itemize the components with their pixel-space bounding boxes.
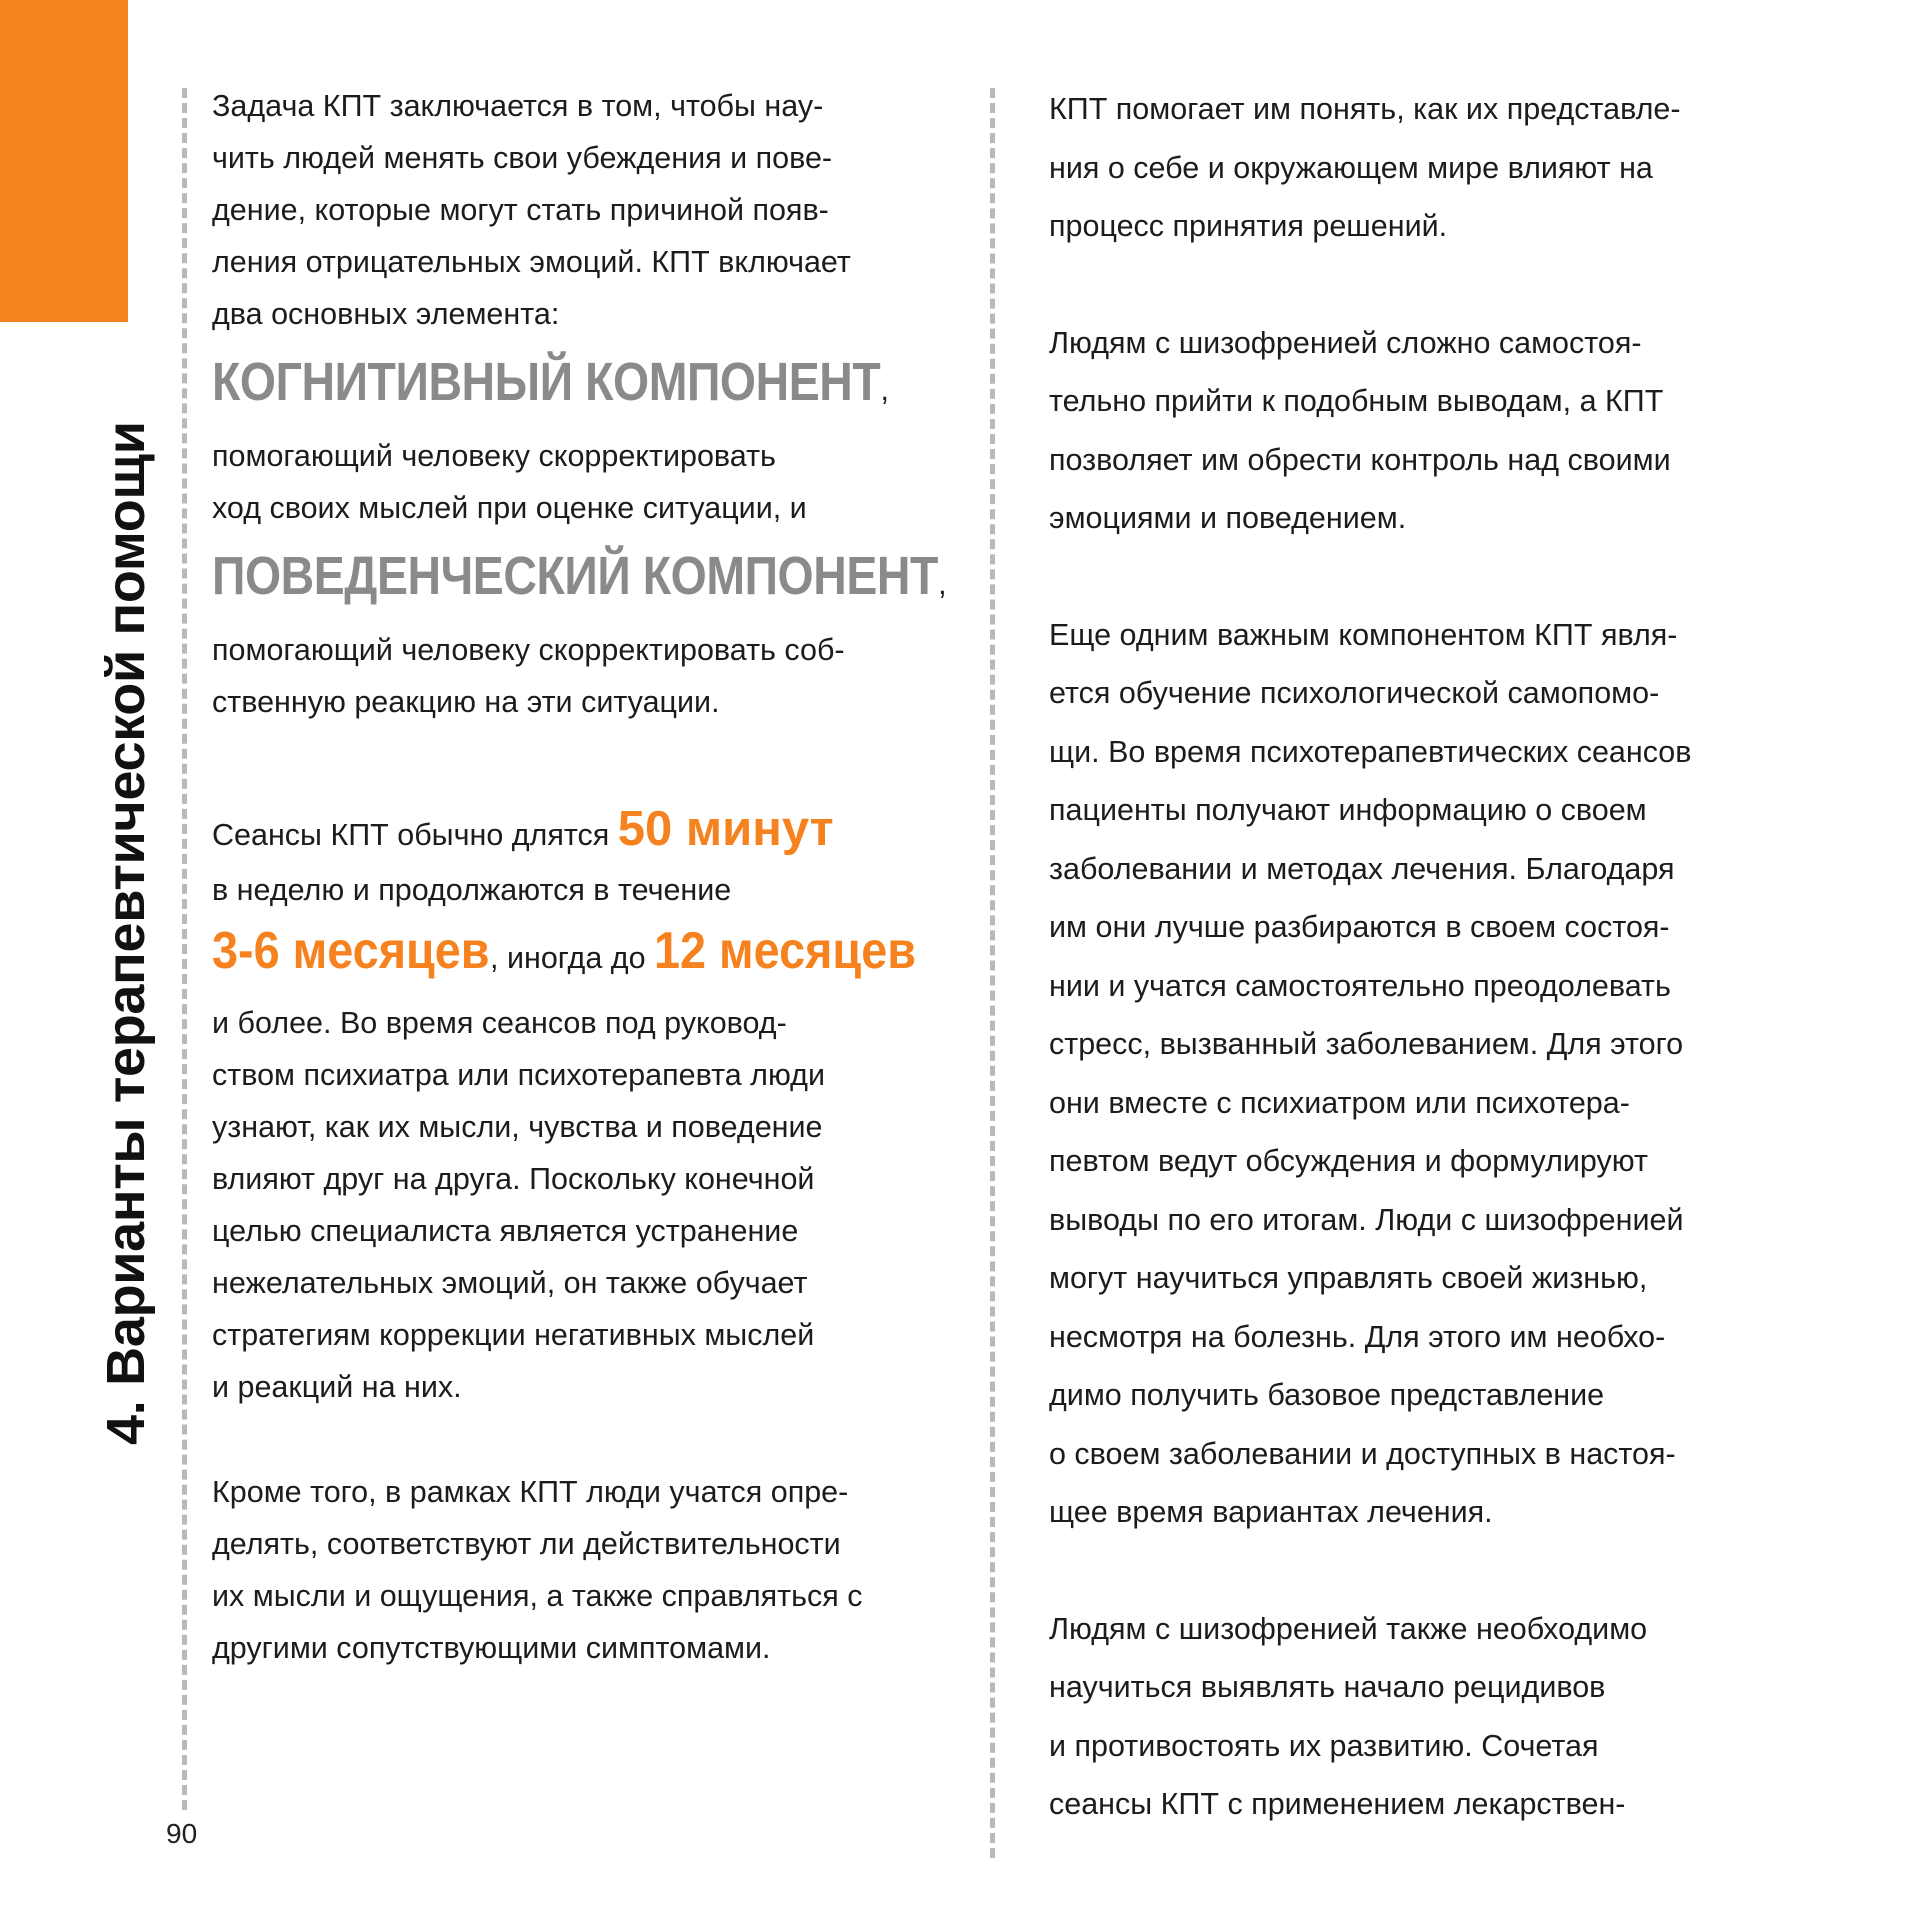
text-line: сеансы КПТ с применением лекарствен- bbox=[1049, 1787, 1626, 1821]
text-line: Людям с шизофренией сложно самостоя- bbox=[1049, 325, 1642, 360]
text-line: димо получить базовое представление bbox=[1049, 1378, 1605, 1412]
text-line: нии и учатся самостоятельно преодолевать bbox=[1049, 968, 1671, 1003]
paragraph-gap bbox=[212, 728, 942, 796]
text-line: Людям с шизофренией также необходимо bbox=[1049, 1611, 1648, 1646]
text-line: влияют друг на друга. Поскольку конечной bbox=[212, 1162, 815, 1196]
closing-paragraph bbox=[212, 1466, 942, 1674]
text-line: ством психиатра или психотерапевта люди bbox=[212, 1058, 826, 1092]
months-max-highlight: 12 месяцев bbox=[654, 922, 917, 980]
text-line: ход своих мыслей при оценке ситуации, и bbox=[212, 491, 807, 525]
months-range-highlight: 3-6 месяцев bbox=[212, 922, 490, 980]
intro-paragraph bbox=[212, 80, 942, 340]
paragraph-gap bbox=[1049, 548, 1809, 606]
text-line: ния о себе и окружающем мире влияют на bbox=[1049, 150, 1653, 185]
paragraph-understanding bbox=[1049, 80, 1809, 256]
text-line: и противостоять их развитию. Сочетая bbox=[1049, 1728, 1599, 1763]
paragraph-relapse bbox=[1049, 1600, 1809, 1834]
sessions-prefix: Сеансы КПТ обычно длятся bbox=[212, 818, 618, 852]
text-line: певтом ведут обсуждения и формулируют bbox=[1049, 1144, 1648, 1178]
heading-comma: , bbox=[880, 373, 889, 407]
text-line: им они лучше разбираются в своем состоя- bbox=[1049, 910, 1670, 944]
heading-comma: , bbox=[938, 567, 947, 601]
right-column bbox=[1049, 80, 1809, 1834]
paragraph-control bbox=[1049, 314, 1809, 548]
paragraph-gap bbox=[1049, 1542, 1809, 1600]
text-line: помогающий человеку скорректировать bbox=[212, 439, 776, 473]
text-line: о своем заболевании и доступных в настоя- bbox=[1049, 1436, 1676, 1471]
text-line: дение, которые могут стать причиной появ- bbox=[212, 193, 829, 227]
page-number: 90 bbox=[166, 1818, 198, 1849]
behavioral-component-heading: ПОВЕДЕНЧЕСКИЙ КОМПОНЕНТ bbox=[212, 546, 938, 606]
text-line: КПТ помогает им понять, как их представле- bbox=[1049, 92, 1681, 126]
text-line: другими сопутствующими симптомами. bbox=[212, 1631, 771, 1665]
text-line: делять, соответствуют ли действительности bbox=[212, 1527, 841, 1561]
text-line: нежелательных эмоций, он также обучает bbox=[212, 1266, 808, 1300]
text-line: их мысли и ощущения, а также справляться с bbox=[212, 1579, 863, 1613]
chapter-color-tab bbox=[0, 0, 128, 322]
paragraph-gap bbox=[212, 1413, 942, 1466]
behavioral-description bbox=[212, 624, 942, 728]
text-line: чить людей менять свои убеждения и пове- bbox=[212, 141, 833, 175]
paragraph-gap bbox=[1049, 256, 1809, 314]
text-line: в неделю и продолжаются в течение bbox=[212, 873, 732, 907]
text-line: выводы по его итогам. Люди с шизофренией bbox=[1049, 1202, 1684, 1237]
text-line: ления отрицательных эмоций. КПТ включает bbox=[212, 245, 851, 279]
sessions-duration-highlight: 50 минут bbox=[617, 802, 834, 856]
text-line: щее время вариантах лечения. bbox=[1049, 1495, 1493, 1529]
sessions-duration-line bbox=[212, 796, 942, 868]
text-line: позволяет им обрести контроль над своими bbox=[1049, 442, 1671, 477]
left-dashed-divider bbox=[182, 88, 187, 1810]
text-line: ственную реакцию на эти ситуации. bbox=[212, 685, 720, 719]
text-line: стресс, вызванный заболеванием. Для этого bbox=[1049, 1027, 1684, 1061]
cognitive-description bbox=[212, 430, 942, 534]
text-line: и более. Во время сеансов под руковод- bbox=[212, 1006, 787, 1040]
text-line: целью специалиста является устранение bbox=[212, 1214, 799, 1248]
text-line: несмотря на болезнь. Для этого им необхо- bbox=[1049, 1319, 1666, 1354]
text-line: два основных элемента: bbox=[212, 297, 560, 331]
text-line: узнают, как их мысли, чувства и поведение bbox=[212, 1110, 823, 1144]
text-line: они вместе с психиатром или психотера- bbox=[1049, 1085, 1630, 1120]
text-line: пациенты получают информацию о своем bbox=[1049, 793, 1647, 827]
text-line: тельно прийти к подобным выводам, а КПТ bbox=[1049, 384, 1664, 418]
center-dashed-divider bbox=[990, 88, 995, 1858]
text-line: стратегиям коррекции негативных мыслей bbox=[212, 1318, 815, 1352]
text-line: щи. Во время психотерапевтических сеансов bbox=[1049, 734, 1692, 769]
left-column bbox=[212, 80, 947, 1674]
text-line: ется обучение психологической самопомо- bbox=[1049, 676, 1660, 710]
text-line: Кроме того, в рамках КПТ люди учатся опре- bbox=[212, 1475, 849, 1509]
text-line: и реакций на них. bbox=[212, 1370, 462, 1404]
cognitive-heading-line bbox=[212, 344, 942, 428]
sessions-paragraph bbox=[212, 796, 942, 1413]
cognitive-component-heading: КОГНИТИВНЫЙ КОМПОНЕНТ bbox=[212, 352, 881, 412]
text-line: заболевании и методах лечения. Благодаря bbox=[1049, 851, 1675, 886]
text-line: научиться выявлять начало рецидивов bbox=[1049, 1670, 1606, 1704]
months-line bbox=[212, 912, 942, 997]
text-line: эмоциями и поведением. bbox=[1049, 501, 1407, 535]
chapter-title: 4. Варианты терапевтической помощи bbox=[96, 421, 156, 1445]
text-line: Задача КПТ заключается в том, чтобы нау- bbox=[212, 89, 824, 123]
text-line: помогающий человеку скорректировать соб- bbox=[212, 633, 845, 667]
paragraph-self-help bbox=[1049, 606, 1809, 1542]
months-middle: , иногда до bbox=[490, 941, 655, 975]
text-line: Еще одним важным компонентом КПТ явля- bbox=[1049, 617, 1678, 652]
text-line: процесс принятия решений. bbox=[1049, 209, 1448, 243]
behavioral-heading-line bbox=[212, 538, 947, 622]
text-line: могут научиться управлять своей жизнью, bbox=[1049, 1261, 1648, 1295]
